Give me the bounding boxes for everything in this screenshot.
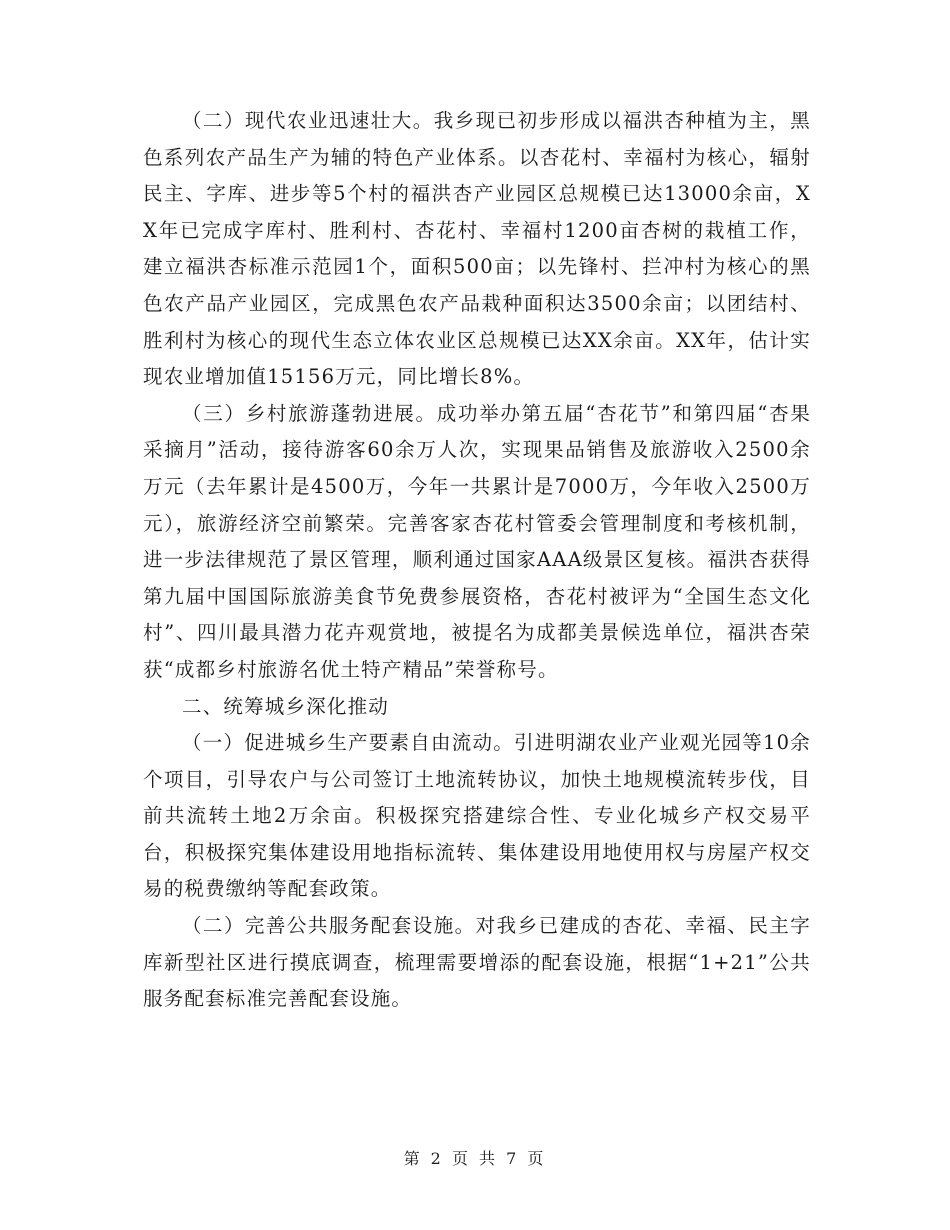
page-footer bbox=[0, 1146, 950, 1169]
paragraph-modern-agriculture: （二）现代农业迅速壮大。我乡现已初步形成以福洪杏种植为主，黑色系列农产品生产为辅的特色产业体系。以杏花村、幸福村为核心，辐射民主、字库、进步等5个村的福洪杏产业园区总规模已达13000余亩，XX年已完成字库村、胜利村、杏花村、幸福村1200亩杏树的栽植工作，建立福洪杏标准示范园1个，面积500亩；以先锋村、拦冲村为核心的黑色农产品产业园区，完成黑色农产品栽种面积达3500余亩；以团结村、胜利村为核心的现代生态立体农业区总规模已达XX余亩。XX年，估计实现农业增加值15156万元，同比增长8%。 bbox=[143, 109, 811, 389]
document-body bbox=[143, 103, 811, 1018]
paragraph-production-factors: （一）促进城乡生产要素自由流动。引进明湖农业产业观光园等10余个项目，引导农户与公司签订土地流转协议，加快土地规模流转步伐，目前共流转土地2万余亩。积极探究搭建综合性、专业化城乡产权交易平台，积极探究集体建设用地指标流转、集体建设用地使用权与房屋产权交易的税费缴纳等配套政策。 bbox=[143, 731, 811, 901]
page-number-label: 第 2 页 共 7 页 bbox=[403, 1149, 547, 1168]
section-heading: 二、统筹城乡深化推动 bbox=[182, 694, 390, 718]
paragraph-public-services: （二）完善公共服务配套设施。对我乡已建成的杏花、幸福、民主字库新型社区进行摸底调查，梳理需要增添的配套设施，根据“1+21”公共服务配套标准完善配套设施。 bbox=[143, 914, 811, 1011]
paragraph-rural-tourism: （三）乡村旅游蓬勃进展。成功举办第五届“杏花节”和第四届“杏果采摘月”活动，接待游客60余万人次，实现果品销售及旅游收入2500余万元（去年累计是4500万，今年一共累计是7000万，今年收入2500万元），旅游经济空前繁荣。完善客家杏花村管委会管理制度和考核机制，进一步法律规范了景区管理，顺利通过国家AAA级景区复核。福洪杏获得第九届中国国际旅游美食节免费参展资格，杏花村被评为“全国生态文化村”、四川最具潜力花卉观赏地，被提名为成都美景候选单位，福洪杏荣获“成都乡村旅游名优土特产精品”荣誉称号。 bbox=[143, 401, 811, 681]
